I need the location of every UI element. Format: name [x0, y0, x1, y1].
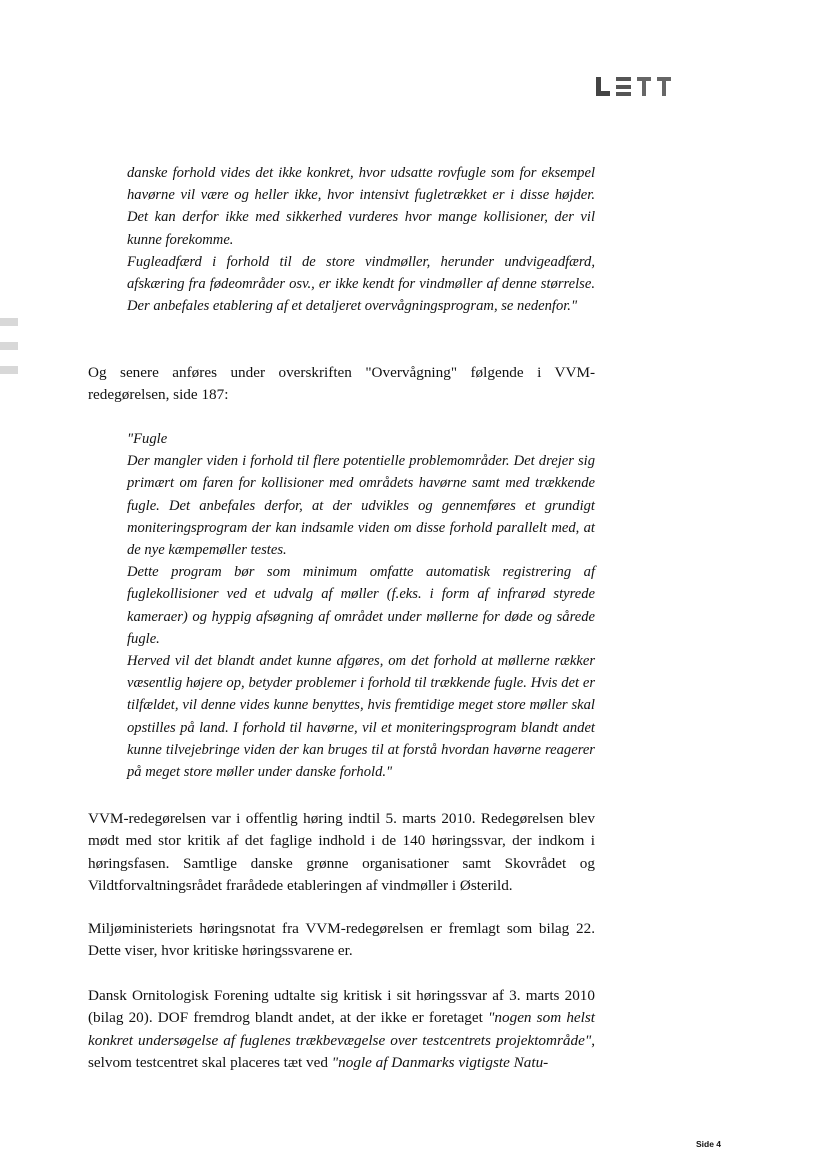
body-paragraph: [88, 985, 595, 1074]
logo-letter-t: [637, 77, 651, 96]
inline-quote: "nogen som helst konkret undersøgelse af fuglenes trækbevægelse over testcentrets projektområde": [88, 1009, 595, 1049]
logo-letter-l: [596, 77, 610, 96]
quote-paragraph: Der mangler viden i forhold til flere potentielle problemområder. Det drejer sig primært om faren for kollisioner med områdets havørne samt med trækkende fugle. Det anbefales derfor, at der udvikles og gennemføres et grundigt moniteringsprogram der kan indsamle viden om disse forhold parallelt med, at de nye kæmpemøller testes.: [127, 453, 595, 559]
page-number: Side 4: [696, 1139, 722, 1149]
margin-mark: [0, 342, 18, 350]
quote-heading: "Fugle: [127, 431, 168, 447]
text-run: , selvom testcentret skal placeres tæt ved: [88, 1031, 595, 1071]
body-paragraph: VVM-redegørelsen var i offentlig høring indtil 5. marts 2010. Redegørelsen blev mødt med stor kritik af det faglige indhold i de 140 høringssvar, der indkom i høringsfasen. Samtlige danske grønne organisationer samt Skovrådet og Vildtforvaltningsrådet frarådede etableringen af vindmøller i Østerild.: [88, 810, 595, 894]
quote-block-1: [127, 162, 595, 317]
body-paragraph: Miljøministeriets høringsnotat fra VVM-redegørelsen er fremlagt som bilag 22. Dette viser, hvor kritiske høringssvarene er.: [88, 920, 595, 960]
text-run: Dansk Ornitologisk Forening udtalte sig kritisk i sit høringssvar af 3. marts 2010 (bilag 20). DOF fremdrog blandt andet, at der ikke er foretaget: [88, 987, 595, 1027]
quote-paragraph: Herved vil det blandt andet kunne afgøres, om det forhold at møllerne rækker væsentlig højere op, betyder problemer i forhold til trækkende fugle. Hvis det er tilfældet, vil denne vides kunne benyttes, hvis fremtidige meget store møller skal opstilles på land. I forhold til havørne, vil et moniteringsprogram blandt andet kunne tilvejebringe viden der kan bruges til at forstå hvordan havørne reagerer på meget store møller under danske forhold.": [127, 653, 595, 781]
logo-letter-t: [657, 77, 671, 96]
quote-block-2: [127, 428, 595, 783]
logo-letter-e: [616, 77, 631, 96]
lett-logo: [596, 70, 671, 96]
margin-mark: [0, 366, 18, 374]
margin-mark: [0, 318, 18, 326]
quote-paragraph: Fugleadfærd i forhold til de store vindmøller, herunder undvigeadfærd, afskæring fra fødeområder osv., er ikke kendt for vindmøller af denne størrelse. Der anbefales etablering af et detaljeret overvågningsprogram, se nedenfor.": [127, 253, 595, 315]
body-paragraph: Og senere anføres under overskriften "Overvågning" følgende i VVM-redegørelsen, side 187:: [88, 364, 595, 404]
inline-quote: "nogle af Danmarks vigtigste Natu-: [331, 1053, 549, 1071]
quote-paragraph: Dette program bør som minimum omfatte automatisk registrering af fuglekollisioner ved et udvalg af møller (f.eks. i form af infrarød styrede kameraer) og hyppig afsøgning af området under møllerne for døde og sårede fugle.: [127, 564, 595, 647]
quote-paragraph: danske forhold vides det ikke konkret, hvor udsatte rovfugle som for eksempel havørne vil være og heller ikke, hvor intensivt fugletrækket er i disse højder. Det kan derfor ikke med sikkerhed vurderes hvor mange kollisioner, der vil kunne forekomme.: [127, 165, 595, 248]
